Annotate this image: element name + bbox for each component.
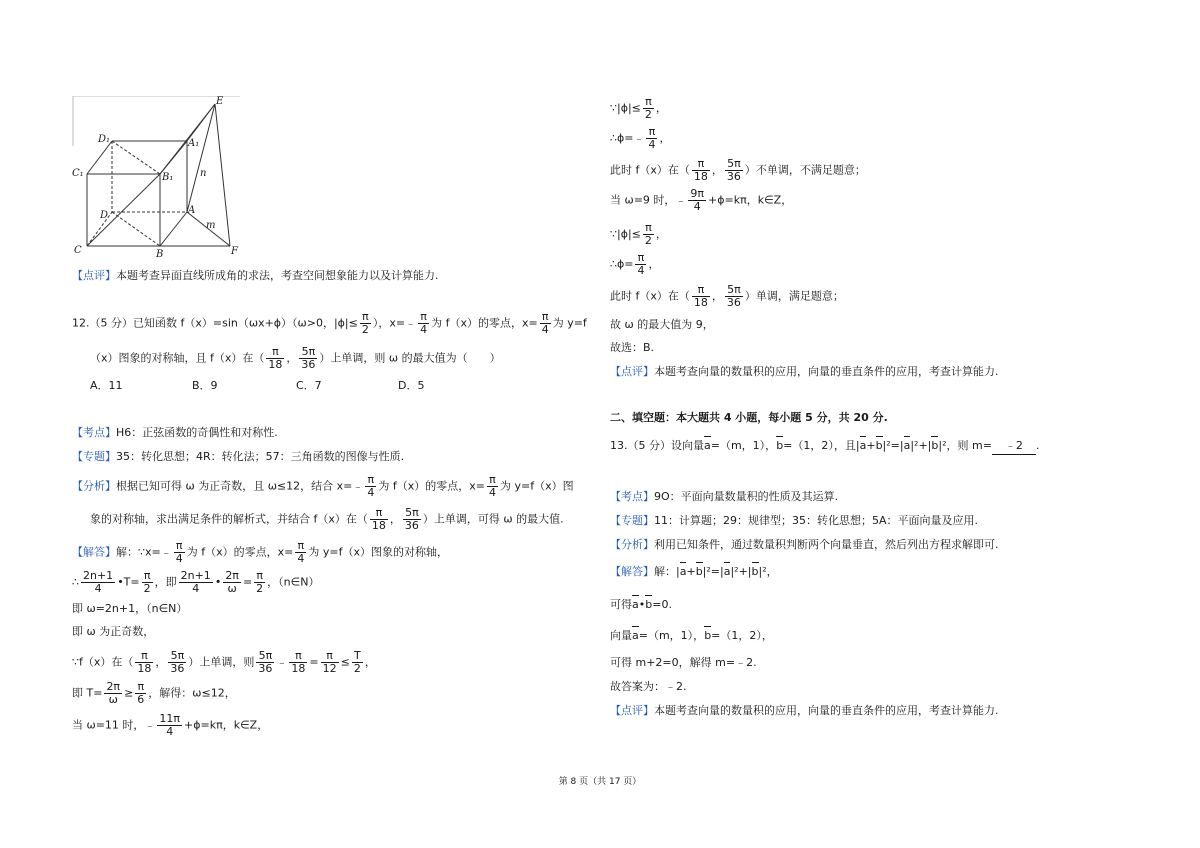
right-line9: 故选：B. [610,341,655,354]
label-F: F [231,246,238,257]
kaodian-13: 【考点】9O：平面向量数量积的性质及其运算. [610,490,839,503]
solution-line6: 当 ω=11 时，﹣ $\frac{11\pi}{4}$ +ϕ=kπ，k∈Z， [72,712,269,738]
fenxi-13: 【分析】利用已知条件，通过数量积判断两个向量垂直，然后列出方程求解即可. [610,538,999,551]
label-m: m [206,220,216,231]
fenxi-12-line2: 象的对称轴，求出满足条件的解析式，并结合 f（x）在（ $\frac{\pi}{18}$ ， $\frac{5\pi}{36}$ ）上单调，可得 ω 的最大值. [90,506,564,532]
solution-line5: 即 T= $\frac{2\pi}{\omega}$ ≥ $\frac{\pi}{6}$ ，解得：ω≤12， [72,680,236,706]
right-line5: ∵|ϕ|≤ $\frac{\pi}{2}$ ， [610,221,667,247]
solution13-line2: 向量a=（m，1），b=（1，2）， [610,629,773,642]
fenxi-12-line1: 【分析】根据已知可得 ω 为正奇数，且 ω≤12，结合 x=﹣ $\frac{\pi}{4}$ 为 f（x）的零点，x= $\frac{\pi}{4}$ 为 y=f（x）图 [72,473,574,499]
label-A: A [188,205,196,216]
option-a: A．11 [90,379,123,392]
question-12-line1: 12.（5 分）已知函数 f（x）=sin（ωx+ϕ）（ω>0，|ϕ|≤ $\frac{\pi}{2}$ ），x=﹣ $\frac{\pi}{4}$ 为 f（x）的零点，x= $\frac{\pi}{4}$ 为 y=f [72,310,587,336]
kaodian-12: 【考点】H6：正弦函数的奇偶性和对称性. [72,426,278,439]
solution-line3: 即 ω 为正奇数， [72,625,155,638]
review-12: 【点评】本题考查向量的数量积的应用，向量的垂直条件的应用，考查计算能力. [610,365,999,378]
label-E: E [216,96,224,107]
label-B1: B₁ [162,172,174,183]
jieda-13: 【解答】解：|a+b|²=|a|²+|b|²， [610,565,778,578]
solution13-line4: 故答案为：﹣2. [610,680,687,693]
question-12-line2: （x）图象的对称轴，且 f（x）在（ $\frac{\pi}{18}$ ， $\frac{5\pi}{36}$ ）上单调，则 ω 的最大值为（ ） [90,345,501,371]
zhuanti-12: 【专题】35：转化思想；4R：转化法；57：三角函数的图像与性质. [72,450,405,463]
solution-line4: ∵f（x）在（ $\frac{\pi}{18}$ ， $\frac{5\pi}{36}$ ）上单调，则 $\frac{5\pi}{36}$ ﹣ $\frac{\pi}{18}$ = $\frac{\pi}{12}$ ≤ $\frac{T}{2}$ ， [72,649,376,675]
review-1: 【点评】本题考查异面直线所成角的求法，考查空间想象能力以及计算能力. [72,269,439,282]
solution13-line3: 可得 m+2=0，解得 m=﹣2. [610,656,757,669]
right-line3: 此时 f（x）在（ $\frac{\pi}{18}$ ， $\frac{5\pi}{36}$ ）不单调，不满足题意； [610,157,866,183]
solution13-line1: 可得a•b=0. [610,598,672,611]
label-D1: D₁ [98,134,111,145]
option-d: D．5 [398,379,425,392]
label-n: n [200,168,207,179]
label-D: D [100,210,109,221]
question-13: 13.（5 分）设向量a=（m，1），b=（1，2），且|a+b|²=|a|²+|b|²，则 m= ﹣2 . [610,438,1039,455]
label-A1: A₁ [188,138,200,149]
solution-line1: ∴ $\frac{2n+1}{4}$ •T= $\frac{\pi}{2}$ ，即 $\frac{2n+1}{4}$ • $\frac{2\pi}{\omega}$ = $\frac{\pi}{2}$ ，（n∈N） [72,569,320,595]
label-C: C [74,245,82,256]
right-line7: 此时 f（x）在（ $\frac{\pi}{18}$ ， $\frac{5\pi}{36}$ ）单调，满足题意； [610,283,844,309]
right-line1: ∵|ϕ|≤ $\frac{\pi}{2}$ ， [610,95,667,121]
right-line2: ∴ϕ=﹣ $\frac{\pi}{4}$ ， [610,125,671,151]
review-13: 【点评】本题考查向量的数量积的应用，向量的垂直条件的应用，考查计算能力. [610,704,999,717]
right-line6: ∴ϕ= $\frac{\pi}{4}$ ， [610,251,660,277]
zhuanti-13: 【专题】11：计算题；29：规律型；35：转化思想；5A：平面向量及应用. [610,514,979,527]
option-c: C．7 [296,379,322,392]
answer-blank: ﹣2 [992,438,1036,455]
option-b: B．9 [192,379,218,392]
geometry-figure [70,96,245,261]
section-heading: 二、填空题：本大题共 4 小题，每小题 5 分，共 20 分. [610,411,888,424]
label-B: B [156,249,164,260]
label-C1: C₁ [72,168,84,179]
solution-line2: 即 ω=2n+1，（n∈N） [72,602,188,615]
page-footer: 第 8 页（共 17 页） [558,777,642,787]
right-line8: 故 ω 的最大值为 9， [610,318,714,331]
right-line4: 当 ω=9 时，﹣ $\frac{9\pi}{4}$ +ϕ=kπ，k∈Z， [610,187,793,213]
jieda-12: 【解答】解：∵x=﹣ $\frac{\pi}{4}$ 为 f（x）的零点，x= $\frac{\pi}{4}$ 为 y=f（x）图象的对称轴， [72,539,448,565]
